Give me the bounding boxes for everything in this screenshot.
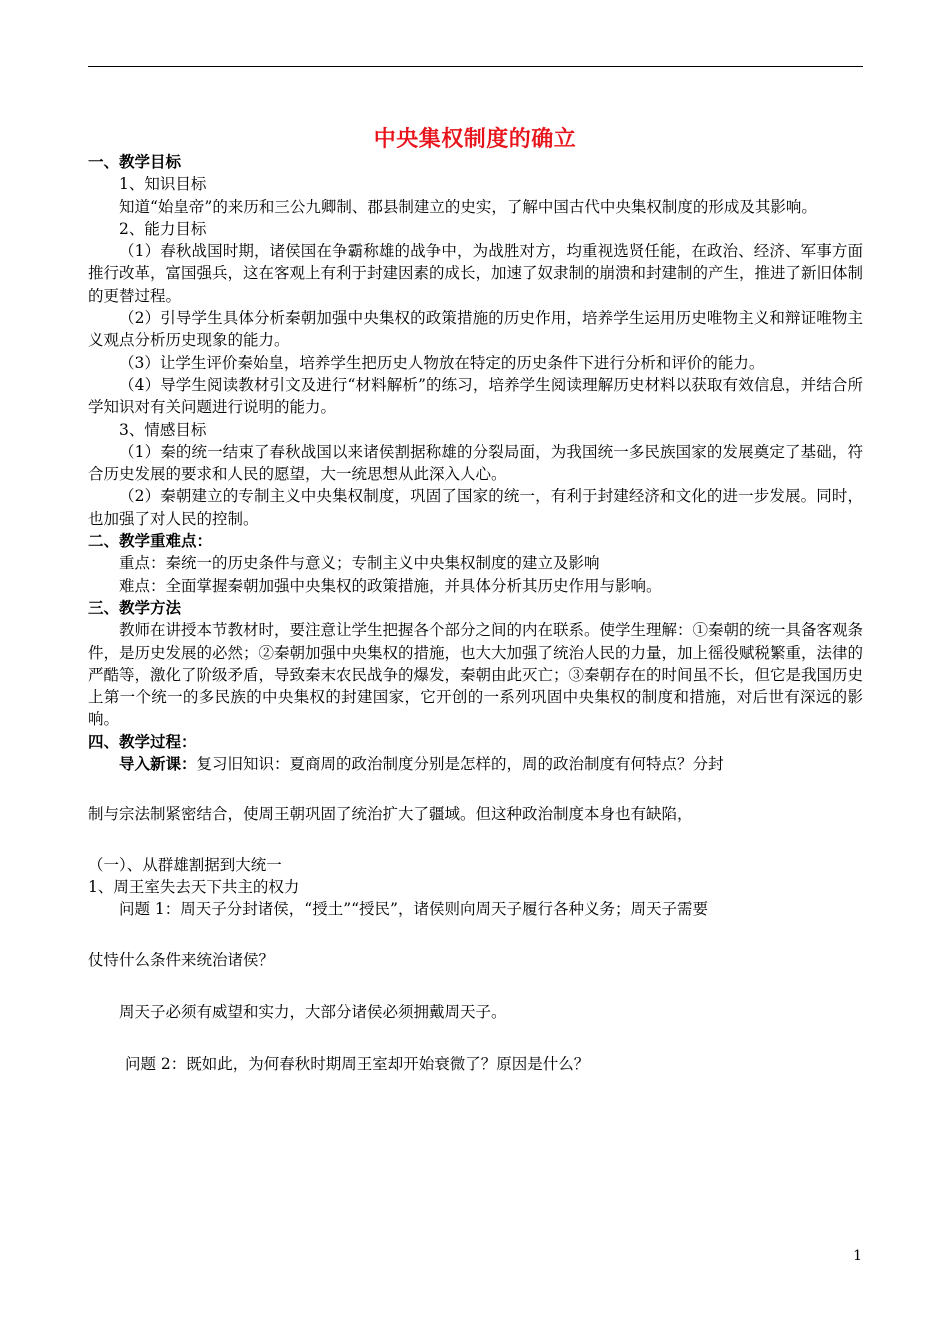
answer-1: 周天子必须有威望和实力，大部分诸侯必须拥戴周天子。 [119,1002,507,1021]
intro-continuation: 制与宗法制紧密结合，使周王朝巩固了统治扩大了疆域。但这种政治制度本身也有缺陷， [88,805,693,824]
emotion-goal-2: （2）秦朝建立的专制主义中央集权制度，巩固了国家的统一，有利于封建经济和文化的进一步发展。同时，也加强了对人民的控制。 [88,487,863,528]
ability-goal-1: （1）春秋战国时期，诸侯国在争霸称雄的战争中，为战胜对方，均重视选贤任能，在政治、经济、军事方面推行改革，富国强兵，这在客观上有利于封建因素的成长，加速了奴隶制的崩溃和封建制的产生，推进了新旧体制的更替过程。 [88,242,864,305]
key-point: 重点：秦统一的历史条件与意义；专制主义中央集权制度的建立及影响 [119,554,600,573]
question-1: 问题 1：周天子分封诸侯，“授土”“授民”，诸侯则向周天子履行各种义务；周天子需要 [119,900,708,919]
subsection-1-1-heading: 1、周王室失去天下共主的权力 [88,877,300,896]
question-2: 问题 2：既如此，为何春秋时期周王室却开始衰微了？原因是什么？ [125,1055,590,1074]
document-body [88,151,863,1075]
teaching-method-text: 教师在讲授本节教材时，要注意让学生把握各个部分之间的内在联系。使学生理解：①秦朝的统一具备客观条件，是历史发展的必然；②秦朝加强中央集权的措施，也大大加强了统治人民的力量，加上徭役赋税繁重，法律的严酷等，激化了阶级矛盾，导致秦末农民战争的爆发，秦朝由此灭亡；③秦朝存在的时间虽不长，但它是我国历史上第一个统一的多民族的中央集权的封建国家，它开创的一系列巩固中央集权的制度和措施，对后世有深远的影响。 [88,621,864,729]
emotion-goal-label: 3、情感目标 [119,420,207,439]
intro-text: 复习旧知识：夏商周的政治制度分别是怎样的，周的政治制度有何特点？分封 [196,755,724,774]
section-4-heading: 四、教学过程： [88,732,197,751]
knowledge-goal-label: 1、知识目标 [119,175,207,194]
section-1-heading: 一、教学目标 [88,153,182,171]
emotion-goal-1: （1）秦的统一结束了春秋战国以来诸侯割据称雄的分裂局面，为我国统一多民族国家的发展奠定了基础，符合历史发展的要求和人民的愿望，大一统思想从此深入人心。 [88,442,863,484]
ability-goal-4: （4）导学生阅读教材引文及进行“材料解析”的练习，培养学生阅读理解历史材料以获取有效信息，并结合所学知识对有关问题进行说明的能力。 [88,375,863,417]
ability-goal-label: 2、能力目标 [119,219,207,238]
intro-paragraph [88,753,863,775]
question-1-continuation: 仗恃什么条件来统治诸侯？ [88,950,275,969]
header-rule [88,66,863,67]
ability-goal-3: （3）让学生评价秦始皇，培养学生把历史人物放在特定的历史条件下进行分析和评价的能力。 [119,353,765,372]
section-2-heading: 二、教学重难点： [88,532,213,551]
subsection-1-heading: （一）、从群雄割据到大统一 [88,855,282,874]
difficult-point: 难点：全面掌握秦朝加强中央集权的政策措施，并具体分析其历史作用与影响。 [119,576,662,595]
document-title: 中央集权制度的确立 [373,127,577,152]
page-number: 1 [853,1248,862,1264]
ability-goal-2: （2）引导学生具体分析秦朝加强中央集权的政策措施的历史作用，培养学生运用历史唯物主义和辩证唯物主义观点分析历史现象的能力。 [88,309,863,350]
section-3-heading: 三、教学方法 [88,598,182,617]
knowledge-goal-text: 知道“始皇帝”的来历和三公九卿制、郡县制建立的史实，了解中国古代中央集权制度的形成及其影响。 [119,197,817,216]
intro-label: 导入新课： [119,755,197,774]
